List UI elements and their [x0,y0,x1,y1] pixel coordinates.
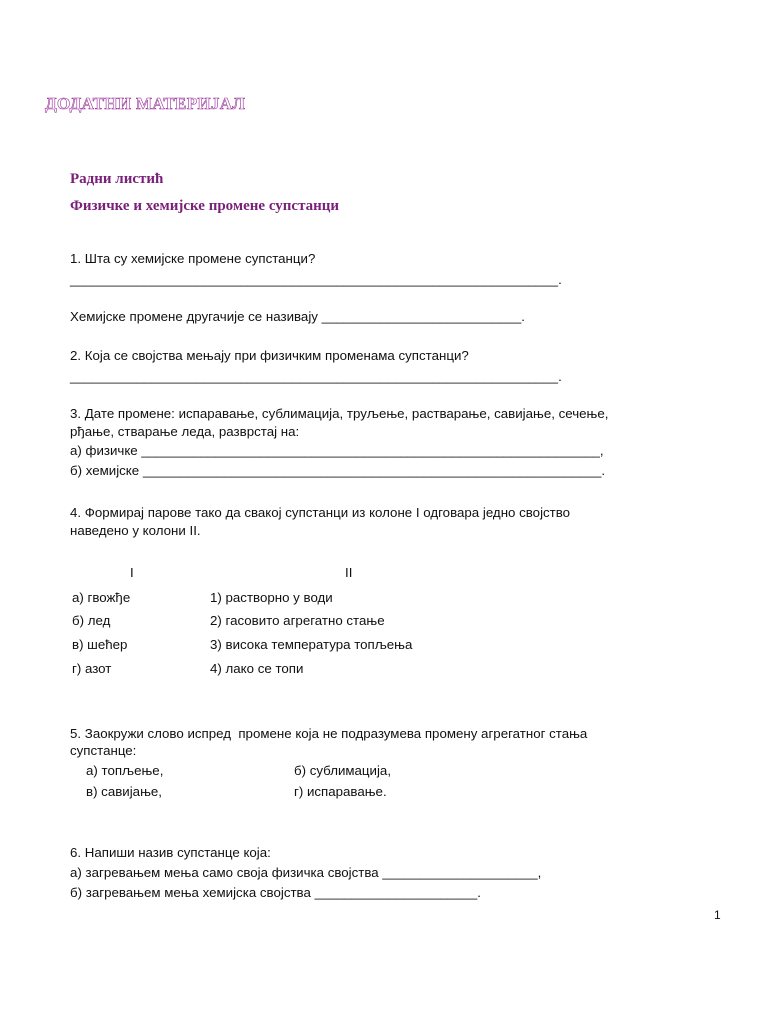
option-b[interactable]: б) сублимација, [294,763,392,778]
question-1-followup[interactable]: Хемијске промене другачије се називају ___________________________. [70,309,525,324]
column-1-item: б) лед [72,613,111,628]
column-1-header: I [130,565,134,580]
column-1-item: в) шећер [72,637,128,652]
column-2-item: 4) лако се топи [210,661,304,676]
column-1-item: г) азот [72,661,112,676]
question-6-part-b[interactable]: б) загревањем мења хемијска својства ______________________. [70,885,481,900]
question-6-text: 6. Напиши назив супстанце која: [70,845,271,860]
question-2-answer-blank[interactable]: __________________________________________________________________. [70,369,562,384]
column-1-item: а) гвожђе [72,590,131,605]
worksheet-subtitle: Физичке и хемијске промене супстанци [70,198,340,214]
header-label: ДОДАТНИ МАТЕРИЈАЛ [45,94,246,113]
question-1-answer-blank[interactable]: __________________________________________________________________. [70,272,562,287]
column-2-header: II [345,565,353,580]
page-number: 1 [714,908,721,922]
column-2-item: 2) гасовито агрегатно стање [210,613,385,628]
question-3-line-1: 3. Дате промене: испаравање, сублимација, труљење, растварање, савијање, сечење, [70,406,609,421]
column-2-item: 1) растворно у води [210,590,333,605]
option-d[interactable]: г) испаравање. [294,784,387,799]
question-4-line-2: наведено у колони II. [70,523,201,538]
question-5-line-2: супстанце: [70,743,137,758]
question-4-line-1: 4. Формирај парове тако да свакој супстанци из колоне I одговара једно својство [70,505,571,520]
option-a[interactable]: а) топљење, [86,763,164,778]
question-5-line-1: 5. Заокружи слово испред промене која не подразумева промену агрегатног стања [70,726,588,741]
question-3-physical-blank[interactable]: а) физичке ______________________________________________________________, [70,443,604,458]
column-2-item: 3) висока температура топљења [210,637,413,652]
question-3-line-2: рђање, стварање леда, разврстај на: [70,424,300,439]
option-c[interactable]: в) савијање, [86,784,162,799]
worksheet-title: Радни листић [70,171,164,187]
question-3-chemical-blank[interactable]: б) хемијске ______________________________________________________________. [70,463,606,478]
question-1-text: 1. Шта су хемијске промене супстанци? [70,251,316,266]
question-6-part-a[interactable]: а) загревањем мења само своја физичка својства _____________________, [70,865,542,880]
question-2-text: 2. Која се својства мењају при физичким променама супстанци? [70,348,469,363]
